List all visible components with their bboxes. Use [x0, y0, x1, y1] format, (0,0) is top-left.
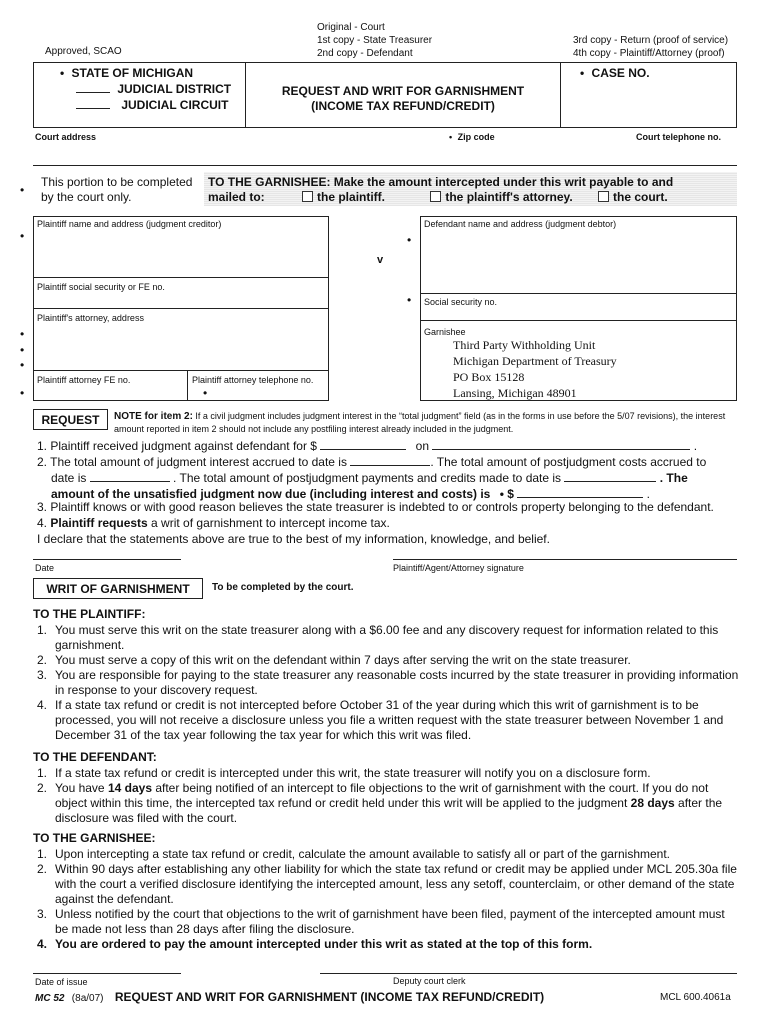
bullet-attorney-3: • [20, 358, 25, 372]
circuit-label: JUDICIAL CIRCUIT [121, 98, 229, 112]
form-footer [35, 990, 544, 1004]
garnishee-line-4: Lansing, Michigan 48901 [453, 386, 577, 400]
state-label: STATE OF MICHIGAN [71, 66, 194, 80]
request-item-2: 2. The total amount of judgment interest accrued to date is . The total amount of postjudgment costs accrued to date is . The total amount of postjudgment payments and credits made to date is . The amount of the unsatisfied judgment now due (including interest and costs) is • $ . [37, 455, 707, 501]
footer-title: REQUEST AND WRIT FOR GARNISHMENT (INCOME TAX REFUND/CREDIT) [114, 990, 545, 1004]
option-plaintiff-label: the plaintiff. [317, 190, 386, 204]
item2-text-a: The total amount of judgment interest accrued to date is [50, 455, 347, 469]
case-no-label: CASE NO. [591, 66, 650, 80]
attorney-phone-label: Plaintiff attorney telephone no. [192, 375, 314, 385]
zip-code [449, 132, 495, 142]
bullet-defendant-ssn: • [407, 293, 412, 307]
request-date-line[interactable] [33, 559, 181, 560]
request-item-3 [37, 500, 714, 514]
note-label: NOTE for item 2: [114, 411, 193, 422]
bullet-attorney-phone: • [203, 386, 208, 400]
case-no[interactable] [580, 66, 650, 80]
option-court-label: the court. [613, 190, 668, 204]
interest-accrued-field[interactable] [350, 454, 430, 466]
payments-credits-field[interactable] [564, 470, 656, 482]
court-address-label: Court address [35, 132, 97, 142]
bullet: • [580, 66, 585, 80]
zip-code-label: Zip code [457, 132, 495, 142]
header-divider-2 [560, 62, 561, 128]
garnishee-instructions [37, 847, 741, 952]
issue-date-label: Date of issue [35, 977, 88, 987]
garnishee-label: Garnishee [424, 327, 466, 337]
bullet: • [60, 66, 65, 80]
garnishee-instruction-3: 3. Unless notified by the court that objections to the writ of garnishment have been filed, payment of the intercepted amount must be made not less than 28 days after filing the disclosure. [37, 907, 725, 936]
item-number: 1. [37, 439, 48, 453]
defendant-instructions [37, 766, 741, 826]
plaintiff-instruction-1: 1. You must serve this writ on the state treasurer along with a $6.00 fee and any discovery request for information related to this garnishment. [37, 623, 719, 652]
copy-fourth: 4th copy - Plaintiff/Attorney (proof) [573, 48, 725, 59]
item4-text: a writ of garnishment to intercept income tax. [147, 516, 390, 530]
costs-accrued-field[interactable] [90, 470, 170, 482]
form-title [246, 84, 560, 114]
circuit-row [76, 97, 228, 112]
garnishee-address [453, 337, 617, 401]
to-defendant-heading: TO THE DEFENDANT: [33, 750, 157, 764]
payable-options [208, 190, 668, 204]
defendant-ssn-label: Social security no. [424, 297, 498, 307]
bullet: • [499, 487, 504, 501]
district-label: JUDICIAL DISTRICT [117, 82, 232, 96]
defendant-instruction-1: 1. If a state tax refund or credit is intercepted under this writ, the state treasurer will notify you on a disclosure form. [37, 766, 651, 780]
plaintiff-attorney-label: Plaintiff's attorney, address [37, 313, 144, 323]
item-number: 3. [37, 500, 48, 514]
item1-on: on [415, 439, 430, 453]
form-number: MC 52 [35, 993, 65, 1004]
garnishee-instruction-1: 1. Upon intercepting a state tax refund or credit, calculate the amount available to satisfy all or part of the garnishment. [37, 847, 671, 861]
mcl-reference: MCL 600.4061a [660, 992, 731, 1003]
request-item-1: 1. Plaintiff received judgment against defendant for $ on . [37, 439, 698, 453]
garnishee-instruction-4: 4. You are ordered to pay the amount intercepted under this writ as stated at the top of this form. [37, 937, 593, 951]
garnishee-payable-heading: TO THE GARNISHEE: Make the amount intercepted under this writ payable to and [208, 175, 674, 189]
plaintiff-instructions [37, 623, 741, 743]
defendant-name-label: Defendant name and address (judgment debtor) [424, 219, 617, 229]
to-plaintiff-heading: TO THE PLAINTIFF: [33, 607, 146, 621]
bullet-defendant: • [407, 233, 412, 247]
bullet-attorney-1: • [20, 327, 25, 341]
note-text: If a civil judgment includes judgment interest in the “total judgment” field (as in the forms in use before the 5/07 revisions), the interest amount reported in item 2 should not include any postfiling interest already included in the judgment. [114, 411, 726, 434]
copy-original: Original - Court [317, 22, 385, 33]
item2-text-b: . The total amount of postjudgment costs accrued to [430, 455, 707, 469]
state-heading [60, 66, 193, 80]
attorney-fe-label: Plaintiff attorney FE no. [37, 375, 131, 385]
declaration: I declare that the statements above are true to the best of my information, knowledge, and belief. [37, 532, 550, 546]
garnishee-line-1: Third Party Withholding Unit [453, 338, 596, 352]
mailed-to-label: mailed to: [208, 190, 265, 204]
item-number: 2. [37, 455, 48, 469]
request-date-label: Date [35, 563, 55, 573]
item1-text: Plaintiff received judgment against defendant for $ [50, 439, 317, 453]
bullet-court-only: • [20, 183, 25, 197]
plaintiff-instruction-3: 3. You are responsible for paying to the state treasurer any reasonable costs incurred by the state treasurer in providing information in response to your discovery request. [37, 668, 739, 697]
unsatisfied-judgment-field[interactable] [517, 486, 643, 498]
item2-text-e: . The [659, 471, 688, 485]
approved-label: Approved, SCAO [45, 46, 122, 57]
form-title-line1: REQUEST AND WRIT FOR GARNISHMENT [281, 84, 525, 98]
item3-text: Plaintiff knows or with good reason believes the state treasurer is indebted to or controls property belonging to the defendant. [50, 500, 714, 514]
copies-right [573, 34, 728, 60]
request-item-4 [37, 516, 390, 530]
to-garnishee-heading: TO THE GARNISHEE: [33, 831, 156, 845]
district-blank[interactable] [76, 81, 110, 93]
deputy-clerk-label: Deputy court clerk [393, 976, 466, 986]
court-only-note: This portion to be completed by the court only. [41, 175, 193, 204]
item2-text-f: amount of the unsatisfied judgment now due (including interest and costs) is [51, 487, 491, 501]
defendant-instruction-2: 2. You have 14 days after being notified of an intercept to file objections to the writ of garnishment with the court. If you do not object within this time, the intercepted tax refund or credit held under this writ will be applied to the judgment 28 days after the disclosure was filed with the court. [37, 781, 723, 825]
issue-date-line[interactable] [33, 973, 181, 974]
checkbox-court[interactable] [598, 191, 609, 202]
bullet: • [449, 132, 453, 142]
court-address-field[interactable] [33, 146, 737, 166]
option-attorney-label: the plaintiff's attorney. [445, 190, 573, 204]
garnishee-instruction-2: 2. Within 90 days after establishing any other liability for which the state tax refund or credit may be applied under MCL 205.30a file with the court a verified disclosure identifying the intercepted amount, less any setoff, counterclaim, or other demand of the state against the defendant. [37, 862, 737, 906]
deputy-clerk-line[interactable] [320, 973, 737, 974]
item2-text-c: date is [51, 471, 87, 485]
judgment-amount-field[interactable] [320, 438, 406, 450]
versus-label: v [377, 254, 384, 266]
bullet-attorney-2: • [20, 343, 25, 357]
judgment-date-field[interactable] [432, 438, 690, 450]
bullet-attorney-fe: • [20, 386, 25, 400]
writ-court-note: To be completed by the court. [212, 582, 354, 593]
garnishee-line-2: Michigan Department of Treasury [453, 354, 617, 368]
signature-line[interactable] [393, 559, 737, 560]
form-revision: (8a/07) [71, 993, 104, 1004]
plaintiff-instruction-4: 4. If a state tax refund or credit is not intercepted before October 31 of the year during which this writ of garnishment is to be processed, you will not receive a disclosure unless you file a written request with the state treasurer between November 1 and December 31 of the tax year following the tax year for which this writ was filed. [37, 698, 724, 742]
form-title-line2: (INCOME TAX REFUND/CREDIT) [311, 99, 495, 113]
request-label: REQUEST [33, 409, 108, 430]
request-note [114, 410, 742, 435]
plaintiff-ssn-label: Plaintiff social security or FE no. [37, 282, 165, 292]
item2-text-d: . The total amount of postjudgment payments and credits made to date is [173, 471, 562, 485]
copy-first: 1st copy - State Treasurer [317, 35, 433, 46]
copy-third: 3rd copy - Return (proof of service) [573, 35, 729, 46]
item-number: 4. [37, 516, 48, 530]
item2-dollar: $ [507, 487, 514, 501]
writ-label: WRIT OF GARNISHMENT [33, 578, 203, 599]
item4-bold: Plaintiff requests [50, 516, 148, 530]
plaintiff-name-label: Plaintiff name and address (judgment creditor) [37, 219, 222, 229]
court-phone-label: Court telephone no. [636, 132, 721, 142]
copy-second: 2nd copy - Defendant [317, 48, 413, 59]
checkbox-plaintiff[interactable] [302, 191, 313, 202]
plaintiff-instruction-2: 2. You must serve a copy of this writ on the defendant within 7 days after serving the writ on the state treasurer. [37, 653, 631, 667]
district-row [76, 81, 231, 96]
checkbox-attorney[interactable] [430, 191, 441, 202]
copies-center [317, 21, 432, 60]
circuit-blank[interactable] [76, 97, 110, 109]
garnishee-line-3: PO Box 15128 [453, 370, 525, 384]
bullet-plaintiff: • [20, 229, 25, 243]
signature-label: Plaintiff/Agent/Attorney signature [393, 563, 524, 573]
